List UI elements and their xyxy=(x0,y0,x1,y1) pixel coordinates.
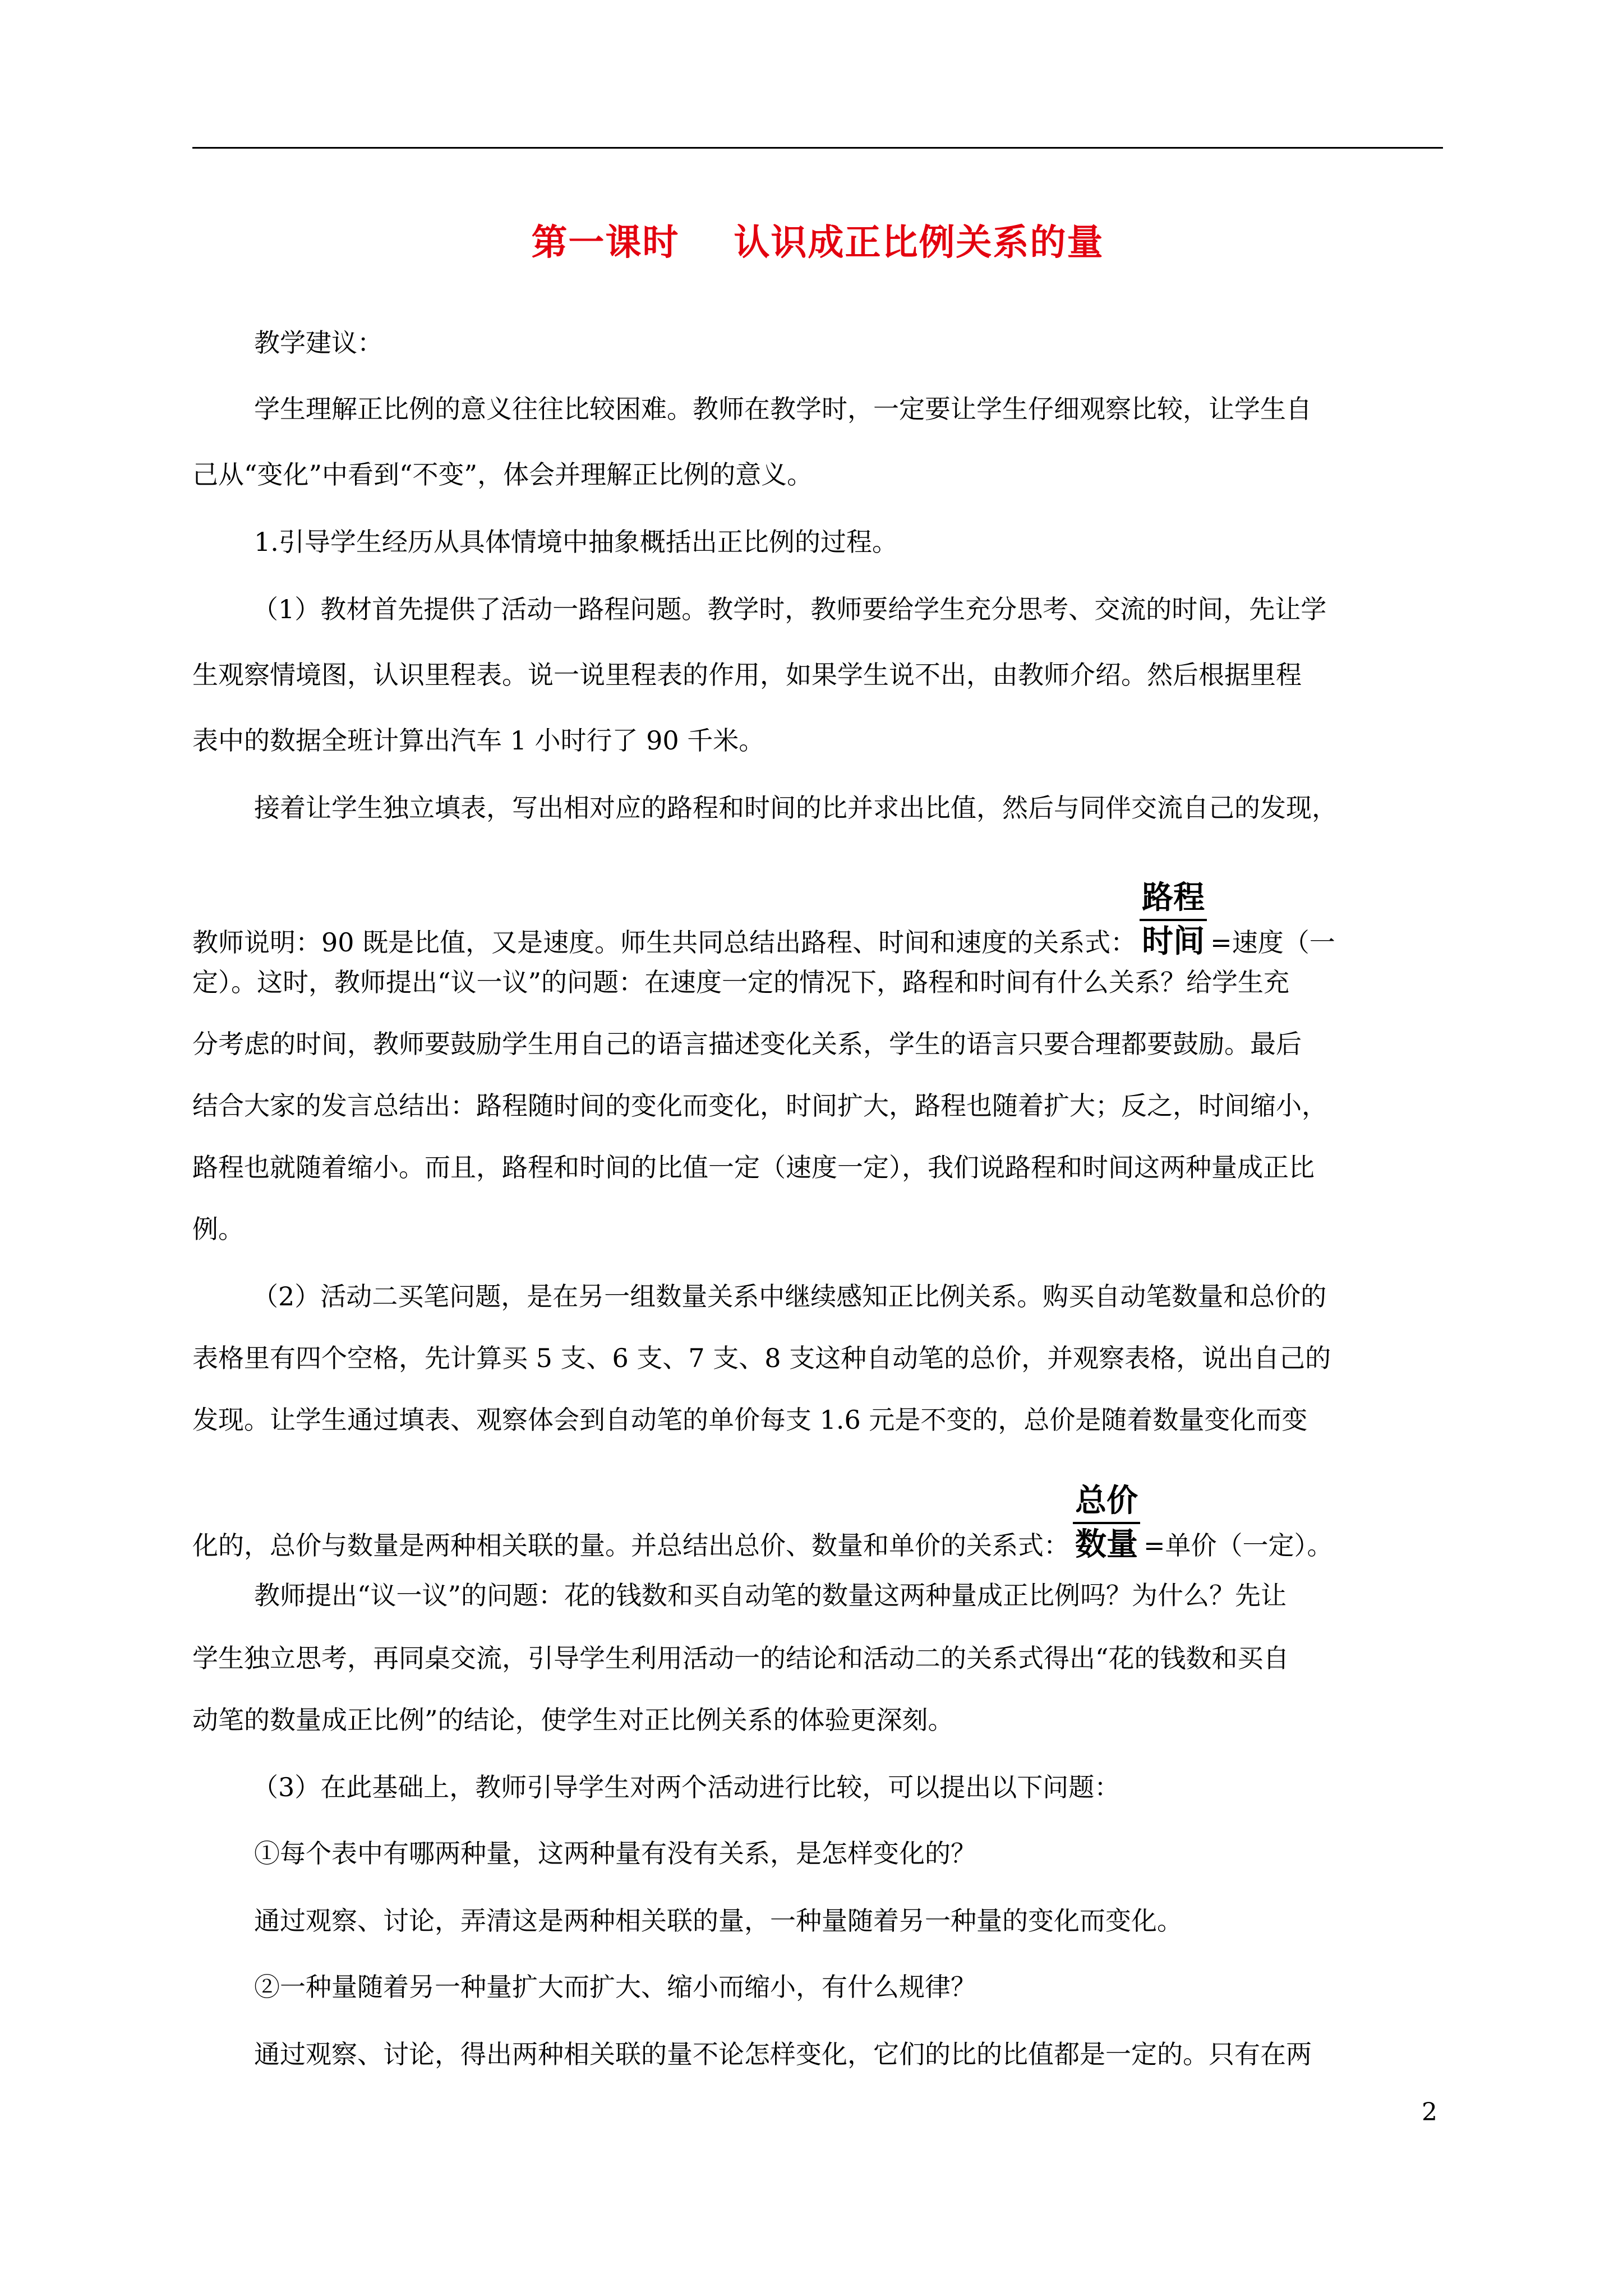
answer-1: 通过观察、讨论，弄清这是两种相关联的量，一种量随着另一种量的变化而变化。 xyxy=(254,1906,1183,1936)
price-quantity-fraction xyxy=(1073,1483,1140,1563)
activity2-line-1: （2）活动二买笔问题，是在另一组数量关系中继续感知正比例关系。购买自动笔数量和总价的 xyxy=(252,1281,1327,1312)
formula-intro-text: 化的，总价与数量是两种相关联的量。并总结出总价、数量和单价的关系式： xyxy=(192,1530,1069,1561)
activity1-cont-line-5: 结合大家的发言总结出：路程随时间的变化而变化，时间扩大，路程也随着扩大；反之，时间缩小， xyxy=(192,1091,1327,1121)
page-number: 2 xyxy=(1422,2098,1437,2127)
activity1-cont-line-7: 例。 xyxy=(192,1214,244,1244)
fraction-numerator: 总价 xyxy=(1073,1483,1140,1524)
formula-result-text: =速度（一 xyxy=(1210,927,1335,958)
activity1-line-3: 表中的数据全班计算出汽车 1 小时行了 90 千米。 xyxy=(192,725,765,756)
intro-line-1: 学生理解正比例的意义往往比较困难。教师在教学时，一定要让学生仔细观察比较，让学生自 xyxy=(254,394,1312,424)
lesson-title: 第一课时 认识成正比例关系的量 xyxy=(531,222,1104,264)
activity1-cont-line-1: 接着让学生独立填表，写出相对应的路程和时间的比并求出比值，然后与同伴交流自己的发现， xyxy=(254,793,1338,823)
activity2-line-2: 表格里有四个空格，先计算买 5 支、6 支、7 支、8 支这种自动笔的总价，并观察表格，说出自己的 xyxy=(192,1343,1331,1373)
activity1-line-2: 生观察情境图，认识里程表。说一说里程表的作用，如果学生说不出，由教师介绍。然后根据里程 xyxy=(192,660,1302,690)
distance-time-fraction xyxy=(1140,880,1207,960)
activity3: （3）在此基础上，教师引导学生对两个活动进行比较，可以提出以下问题： xyxy=(252,1772,1121,1802)
header-rule xyxy=(192,147,1443,149)
question-2: ②一种量随着另一种量扩大而扩大、缩小而缩小，有什么规律？ xyxy=(254,1972,976,2002)
discuss-line-1: 教师提出“议一议”的问题：花的钱数和买自动笔的数量这两种量成正比例吗？为什么？先让 xyxy=(254,1580,1287,1611)
intro-line-2: 己从“变化”中看到“不变”，体会并理解正比例的意义。 xyxy=(192,459,813,490)
activity1-cont-line-3: 定）。这时，教师提出“议一议”的问题：在速度一定的情况下，路程和时间有什么关系？给学生充 xyxy=(192,967,1290,997)
answer-2: 通过观察、讨论，得出两种相关联的量不论怎样变化，它们的比的比值都是一定的。只有在两 xyxy=(254,2039,1312,2069)
formula-intro-text: 教师说明：90 既是比值，又是速度。师生共同总结出路程、时间和速度的关系式： xyxy=(192,927,1137,958)
activity1-line-1: （1）教材首先提供了活动一路程问题。教学时，教师要给学生充分思考、交流的时间，先让学 xyxy=(252,594,1327,624)
point-1: 1.引导学生经历从具体情境中抽象概括出正比例的过程。 xyxy=(254,527,898,557)
activity1-cont-line-4: 分考虑的时间，教师要鼓励学生用自己的语言描述变化关系，学生的语言只要合理都要鼓励。最后 xyxy=(192,1029,1302,1059)
activity1-cont-line-6: 路程也就随着缩小。而且，路程和时间的比值一定（速度一定），我们说路程和时间这两种量成正比 xyxy=(192,1152,1315,1182)
fraction-numerator: 路程 xyxy=(1140,880,1207,921)
question-1: ①每个表中有哪两种量，这两种量有没有关系，是怎样变化的？ xyxy=(254,1838,976,1869)
formula-result-text: =单价（一定）。 xyxy=(1144,1530,1333,1561)
fraction-denominator: 数量 xyxy=(1075,1526,1138,1563)
activity2-line-3: 发现。让学生通过填表、观察体会到自动笔的单价每支 1.6 元是不变的，总价是随着数量变化而变 xyxy=(192,1405,1308,1435)
discuss-line-2: 学生独立思考，再同桌交流，引导学生利用活动一的结论和活动二的关系式得出“花的钱数和买自 xyxy=(192,1643,1289,1673)
fraction-denominator: 时间 xyxy=(1142,923,1205,960)
section-heading: 教学建议： xyxy=(254,328,383,358)
discuss-line-3: 动笔的数量成正比例”的结论，使学生对正比例关系的体验更深刻。 xyxy=(192,1705,954,1735)
